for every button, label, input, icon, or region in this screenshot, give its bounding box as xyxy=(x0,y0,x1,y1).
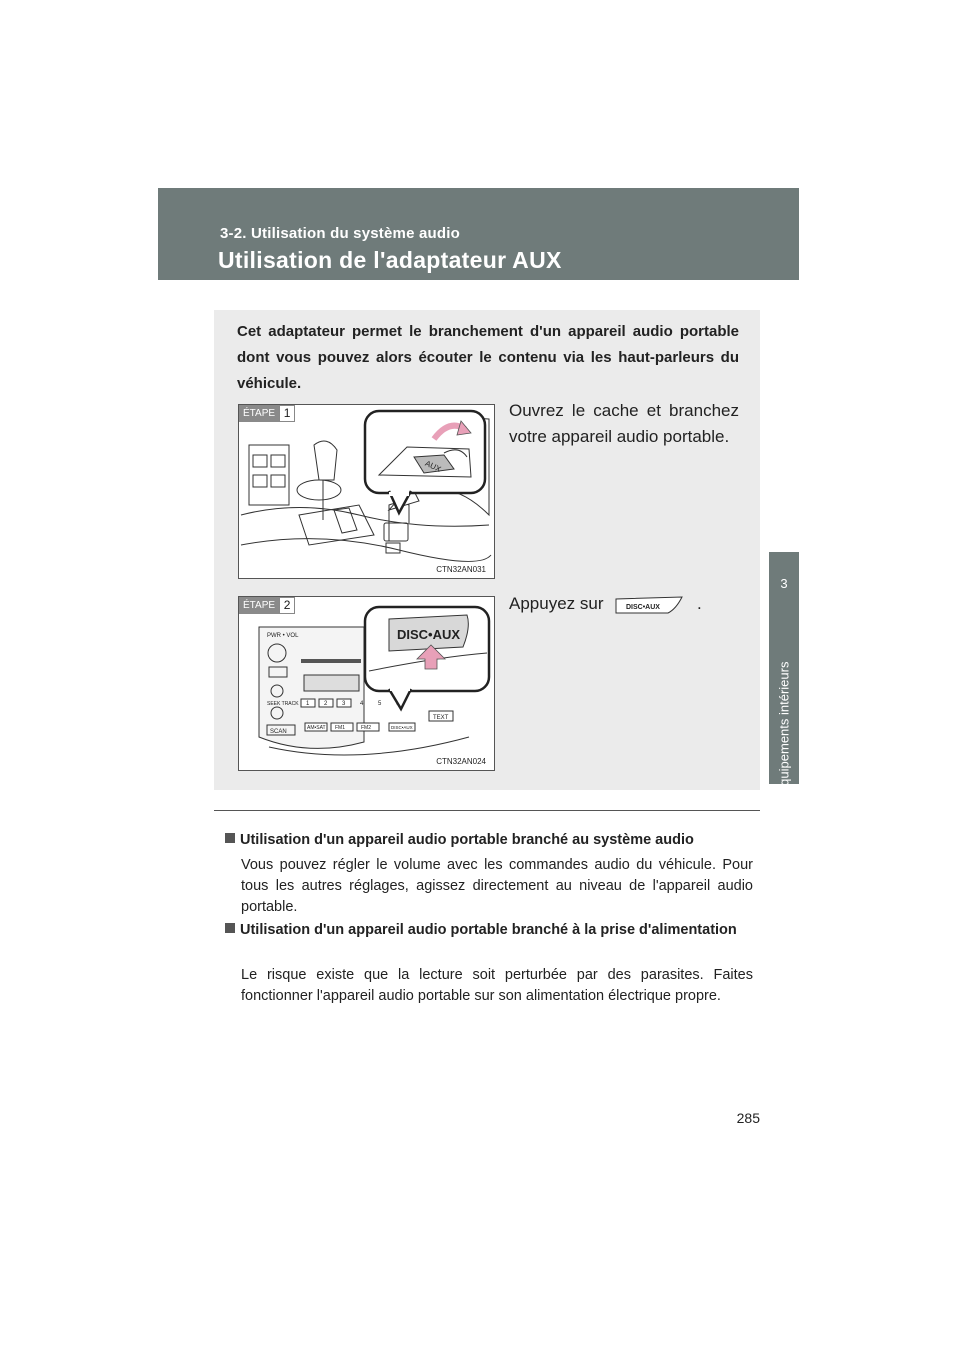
am-sat-label: AM•SAT xyxy=(307,725,326,731)
step-1-text: Ouvrez le cache et branchez votre appareil audio portable. xyxy=(509,401,739,446)
chapter-title: Équipements intérieurs xyxy=(776,661,792,795)
step-2-text-after: . xyxy=(696,594,702,613)
note-1-heading xyxy=(225,830,694,851)
disc-aux-callout-label: DISC•AUX xyxy=(397,627,461,642)
intro-text: Cet adaptateur permet le branchement d'un appareil audio portable dont vous pouvez alors écouter le contenu via les haut-parleurs du véhicule. xyxy=(237,323,739,392)
step-badge-label: ÉTAPE xyxy=(239,597,279,614)
chapter-number: 3 xyxy=(780,576,788,591)
note-1-body: Vous pouvez régler le volume avec les commandes audio du véhicule. Pour tous les autres réglages, agissez directement au niveau de l'appareil audio portable. xyxy=(241,857,753,915)
step-2-text xyxy=(509,591,749,617)
fm1-label: FM1 xyxy=(335,725,345,731)
step-badge-number: 2 xyxy=(279,597,295,614)
step-badge-number: 1 xyxy=(279,405,295,422)
preset-3-label: 3 xyxy=(342,701,346,707)
fm2-label: FM2 xyxy=(361,725,371,731)
pwr-vol-label: PWR • VOL xyxy=(267,633,299,639)
square-bullet-icon xyxy=(225,833,235,843)
text-button-label: TEXT xyxy=(433,715,449,721)
figure-code: CTN32AN031 xyxy=(436,565,486,574)
page-title: Utilisation de l'adaptateur AUX xyxy=(218,247,562,273)
section-label: 3-2. Utilisation du système audio xyxy=(220,225,460,242)
note-1-heading-text: Utilisation d'un appareil audio portable branché au système audio xyxy=(240,832,694,848)
preset-5-label: 5 xyxy=(378,701,382,707)
figure-code: CTN32AN024 xyxy=(436,757,486,766)
step-1-illustration xyxy=(238,404,495,579)
note-2-heading-text: Utilisation d'un appareil audio portable branché à la prise d'alimentation xyxy=(240,922,737,938)
seek-track-label: SEEK TRACK xyxy=(267,701,299,707)
disc-aux-button-label: DISC•AUX xyxy=(626,603,661,611)
aux-callout-label: AUX xyxy=(423,458,443,474)
square-bullet-icon xyxy=(225,923,235,933)
note-2-heading xyxy=(225,920,753,941)
preset-2-label: 2 xyxy=(324,701,328,707)
step-2-illustration xyxy=(238,596,495,771)
console-drawing xyxy=(239,405,494,578)
preset-4-label: 4 xyxy=(360,701,364,707)
disc-aux-button-icon xyxy=(614,595,686,615)
step-badge-label: ÉTAPE xyxy=(239,405,279,422)
divider xyxy=(214,810,760,811)
audio-panel-drawing xyxy=(239,597,494,770)
scan-label: SCAN xyxy=(270,729,287,735)
preset-1-label: 1 xyxy=(306,701,310,707)
disc-aux-small-label: DISC•AUX xyxy=(391,725,413,730)
note-2-body: Le risque existe que la lecture soit perturbée par des parasites. Faites fonctionner l'appareil audio portable sur son alimentation électrique propre. xyxy=(241,967,753,1004)
page-number: 285 xyxy=(736,1110,760,1126)
step-2-text-before: Appuyez sur xyxy=(509,594,604,613)
